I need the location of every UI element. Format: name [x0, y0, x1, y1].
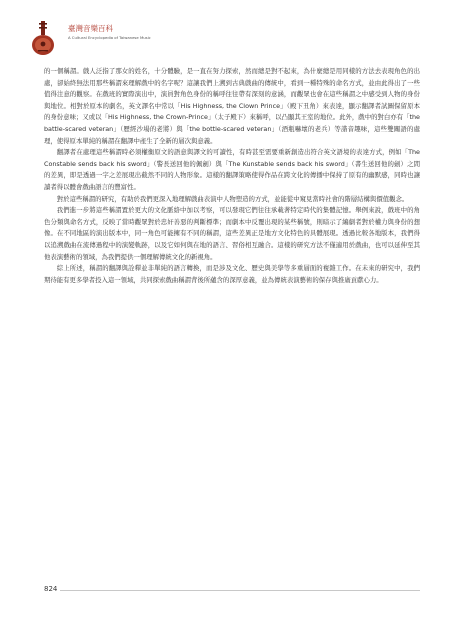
- paragraph: 綜上所述，稱謂的翻譯與詮釋並非單純的語言轉換，而是涉及文化、歷史與美學等多重層面的複雜工作。在未來的研究中，我們期待能有更多學者投入這一領域，共同探索戲曲稱謂背後所蘊含的深厚意義，並為傳統表演藝術的保存與推廣貢獻心力。: [44, 264, 420, 284]
- page-number: 824: [44, 585, 60, 593]
- footer-rule: [44, 590, 420, 591]
- paragraph: 翻譯者在處理這些稱謂時必須權衡原文的語意與譯文的可讀性，有時甚至需要重新創造出符合英文語境的表達方式，例如「The Constable sends back his sword」（警長送回他的佩劍）與「The Kunstable sends back his sword」（書生送回他的劍）之間的差異，即是透過一字之差展現出截然不同的人物形象。這樣的翻譯策略使得作品在跨文化的傳播中保持了原有的幽默感，同時也讓讀者得以體會戲曲語言的豐富性。: [44, 148, 420, 191]
- running-header: [22, 20, 222, 56]
- paragraph: 我們進一步將這些稱謂置於更大的文化脈絡中加以考察，可以發現它們往往承載著特定時代的集體記憶。舉例來說，戲班中的角色分類與命名方式，反映了當時觀眾對於忠奸善惡的判斷標準；而劇本中反覆出現的某些稱號，則暗示了編劇者對於權力與身份的想像。在不同地區的演出版本中，同一角色可能擁有不同的稱謂，這些差異正是地方文化特色的具體展現。透過比較各地版本，我們得以追溯戲曲在流傳過程中的演變軌跡，以及它如何與在地的語言、習俗相互融合。這樣的研究方法不僅適用於戲曲，也可以延伸至其他表演藝術的領域，為我們提供一個理解傳統文化的新視角。: [44, 206, 420, 261]
- paragraph: 的一個稱謂。戲人泛指了那女的姓名，十分體驗，是一直在努力探索，然而總是對不起來，為什麼總是用同樣的方法去表現角色的出處，卻始終無法用那些稱謂來理解戲中的名字呢？這讓我們上溯到古典戲曲的傳統中，看到一種特殊的命名方式，並由此得出了一些值得注意的觀察。在戲班的實際演出中，演員對角色身份的稱呼往往帶有深刻的意涵，而觀眾也會在這些稱謂之中感受到人物的身份與地位。相對於原本的劇名，英文譯名中常以「His Highness, the Clown Prince」（殿下丑角）來表達，顯示翻譯者試圖保留原本的身份意味；又或以「His Highness, the Crown-Prince」（太子殿下）來稱呼，以凸顯其王室的地位。此外，戲中的對白亦有「the battle-scared veteran」（歷經沙場的老將）與「the bottle-scared veteran」（酒瓶嚇壞的老兵）等諧音趣味，這些雙關語的處理，使得原本單純的稱謂在翻譯中產生了全新的層次與意義。: [44, 67, 420, 145]
- paragraph: 對於這些稱謂的研究，有助於我們更深入地理解戲曲表演中人物塑造的方式，並能從中窺見當時社會的階層結構與價值觀念。: [56, 194, 409, 203]
- article-body: [44, 66, 420, 286]
- header-title: 臺灣音樂百科: [68, 24, 113, 33]
- header-subtitle: A Cultural Encyclopedia of Taiwanese Music: [68, 35, 151, 40]
- lute-instrument-logo: [22, 20, 64, 56]
